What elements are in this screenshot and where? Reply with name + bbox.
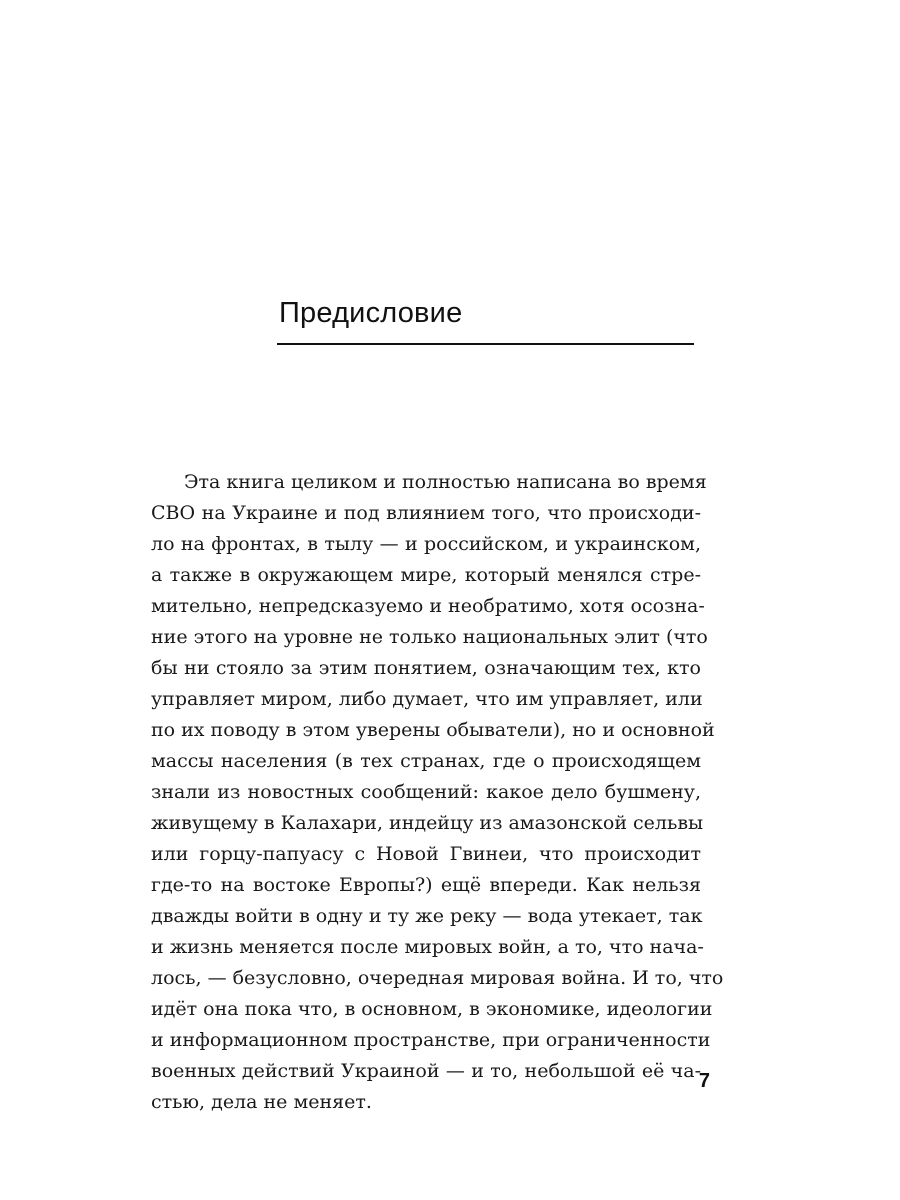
paragraph-line: бы ни стояло за этим понятием, означающим тех, кто	[151, 657, 701, 679]
paragraph-line: ние этого на уровне не только национальных элит (что	[151, 626, 708, 648]
paragraph-line: и жизнь меняется после мировых войн, а то, что нача-	[151, 936, 704, 958]
paragraph-line: и информационном пространстве, при ограниченности	[151, 1029, 711, 1051]
paragraph-line: живущему в Калахари, индейцу из амазонской сельвы	[151, 812, 704, 834]
page-number: 7	[698, 1070, 710, 1092]
paragraph-line: военных действий Украиной — и то, небольшой её ча-	[151, 1060, 701, 1082]
paragraph-line: а также в окружающем мире, который менялся стре-	[151, 564, 701, 586]
paragraph-line: Эта книга целиком и полностью написана во время	[184, 471, 707, 493]
paragraph-line: управляет миром, либо думает, что им управляет, или	[151, 688, 703, 710]
paragraph-line: по их поводу в этом уверены обыватели), но и основной	[151, 719, 715, 741]
paragraph-line: лось, — безусловно, очередная мировая война. И то, что	[151, 967, 724, 989]
paragraph-line: СВО на Украине и под влиянием того, что происходи-	[151, 502, 701, 524]
paragraph-line: или горцу-папуасу с Новой Гвинеи, что происходит	[151, 843, 701, 865]
chapter-heading: Предисловие	[279, 297, 463, 329]
paragraph-line: знали из новостных сообщений: какое дело бушмену,	[151, 781, 701, 803]
paragraph-line: ло на фронтах, в тылу — и российском, и украинском,	[151, 533, 701, 555]
paragraph-line: дважды войти в одну и ту же реку — вода утекает, так	[151, 905, 703, 927]
paragraph-line: массы населения (в тех странах, где о происходящем	[151, 750, 701, 772]
paragraph-line: стью, дела не меняет.	[151, 1091, 372, 1113]
heading-underline	[277, 343, 694, 345]
body-paragraph	[151, 467, 724, 1118]
paragraph-line: мительно, непредсказуемо и необратимо, хотя осозна-	[151, 595, 705, 617]
paragraph-line: где-то на востоке Европы?) ещё впереди. Как нельзя	[151, 874, 701, 896]
paragraph-line: идёт она пока что, в основном, в экономике, идеологии	[151, 998, 713, 1020]
